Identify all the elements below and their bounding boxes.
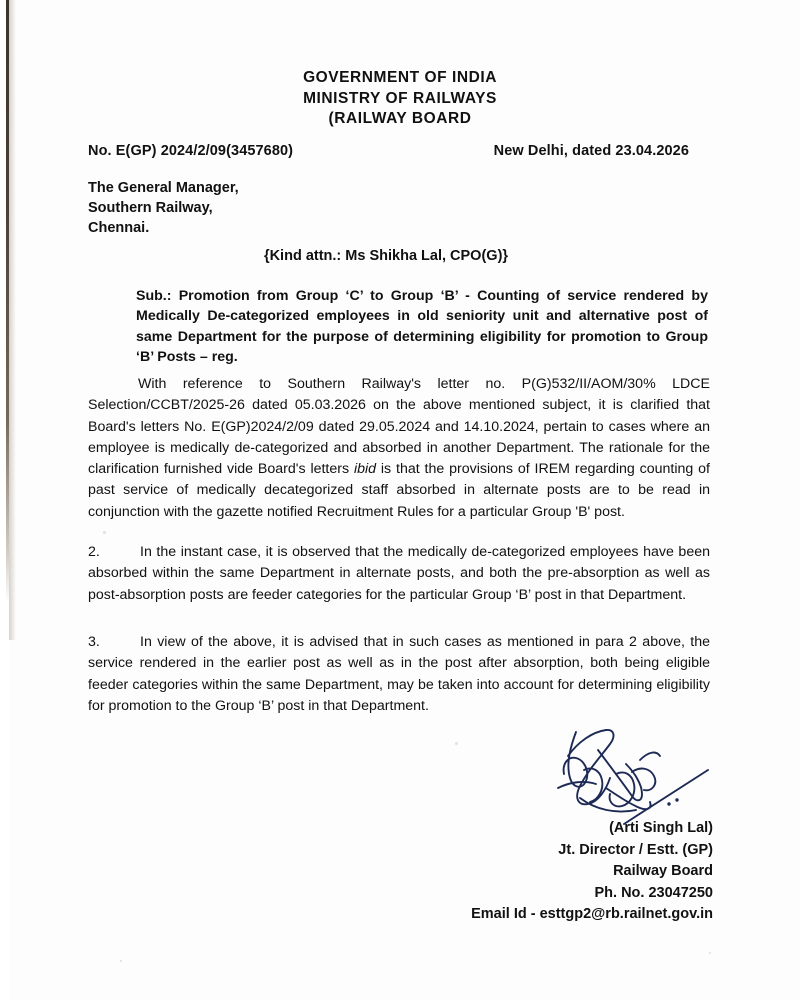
paragraph-3-number: 3.: [88, 634, 100, 650]
scan-speck: [709, 952, 711, 954]
paragraph-2: [88, 542, 710, 606]
paragraph-1-text-before: With reference to Southern Railway's letter no. P(G)532/II/AOM/30% LDCE Selection/CCBT/2025-26 dated 05.03.2026 on the above mentioned subject, it is clarified that Board's letters No. E(GP)2024/2/09 dated 29.05.2024 and 14.10.2024, pertain to cases where an employee is medically de-categorized and absorbed in another Department. The rationale for the clarification furnished vide Board's letters: [88, 376, 710, 478]
scan-speck: [455, 742, 458, 745]
place-and-date: New Delhi, dated 23.04.2026: [493, 143, 689, 159]
signatory-organization: Railway Board: [613, 863, 713, 879]
paragraph-3: [88, 632, 710, 717]
letterhead-line-2: MINISTRY OF RAILWAYS: [303, 89, 497, 107]
signatory-name: (Arti Singh Lal): [609, 820, 713, 836]
paragraph-2-text: In the instant case, it is observed that the medically de-categorized employees have been absorbed within the same Department in alternate posts, and both the pre-absorption as well as post-absorption posts are feeder categories for the particular Group ‘B’ post in that Department.: [88, 544, 710, 603]
reference-row: [88, 143, 713, 159]
subject-line: Sub.: Promotion from Group ‘C’ to Group ‘B’ - Counting of service rendered by Medically De-categorized employees in old seniority unit and alternative post of same Department for the purpose of determining eligibility for promotion to Group ‘B’ Posts – reg.: [136, 288, 708, 365]
signatory-phone: Ph. No. 23047250: [594, 884, 713, 901]
attention-line: {Kind attn.: Ms Shikha Lal, CPO(G)}: [263, 248, 509, 264]
letterhead-line-3: (RAILWAY BOARD: [328, 110, 472, 127]
reference-number: No. E(GP) 2024/2/09(3457680): [88, 143, 294, 159]
signatory-designation: Jt. Director / Estt. (GP): [558, 841, 713, 858]
scan-speck: [120, 960, 122, 962]
addressee-line-3: Chennai.: [88, 220, 150, 236]
paragraph-3-text: In view of the above, it is advised that in such cases as mentioned in para 2 above, the service rendered in the earlier post as well as in the post after absorption, both being eligible feeder categories within the same Department, may be taken into account for determining eligibility for promotion to the Group ‘B’ post in that Department.: [88, 634, 710, 714]
addressee-line-1: The General Manager,: [88, 180, 239, 196]
letterhead: [0, 68, 800, 130]
letterhead-line-1: GOVERNMENT OF INDIA: [303, 69, 497, 86]
paragraph-1: [88, 374, 710, 523]
scan-speck: [103, 531, 106, 534]
paragraph-1-text-after: is that the provisions of IREM regarding counting of past service of medically decategorized staff absorbed in alternate posts are to be read in conjunction with the gazette notified Recruitment Rules for a particular Group 'B' post.: [88, 461, 710, 520]
addressee-line-2: Southern Railway,: [88, 200, 213, 216]
signature-block: [471, 818, 713, 926]
signatory-email: Email Id - esttgp2@rb.railnet.gov.in: [471, 906, 713, 922]
paragraph-2-number: 2.: [88, 544, 100, 560]
addressee-block: [88, 178, 239, 238]
paragraph-1-italic-term: ibid: [353, 461, 377, 478]
